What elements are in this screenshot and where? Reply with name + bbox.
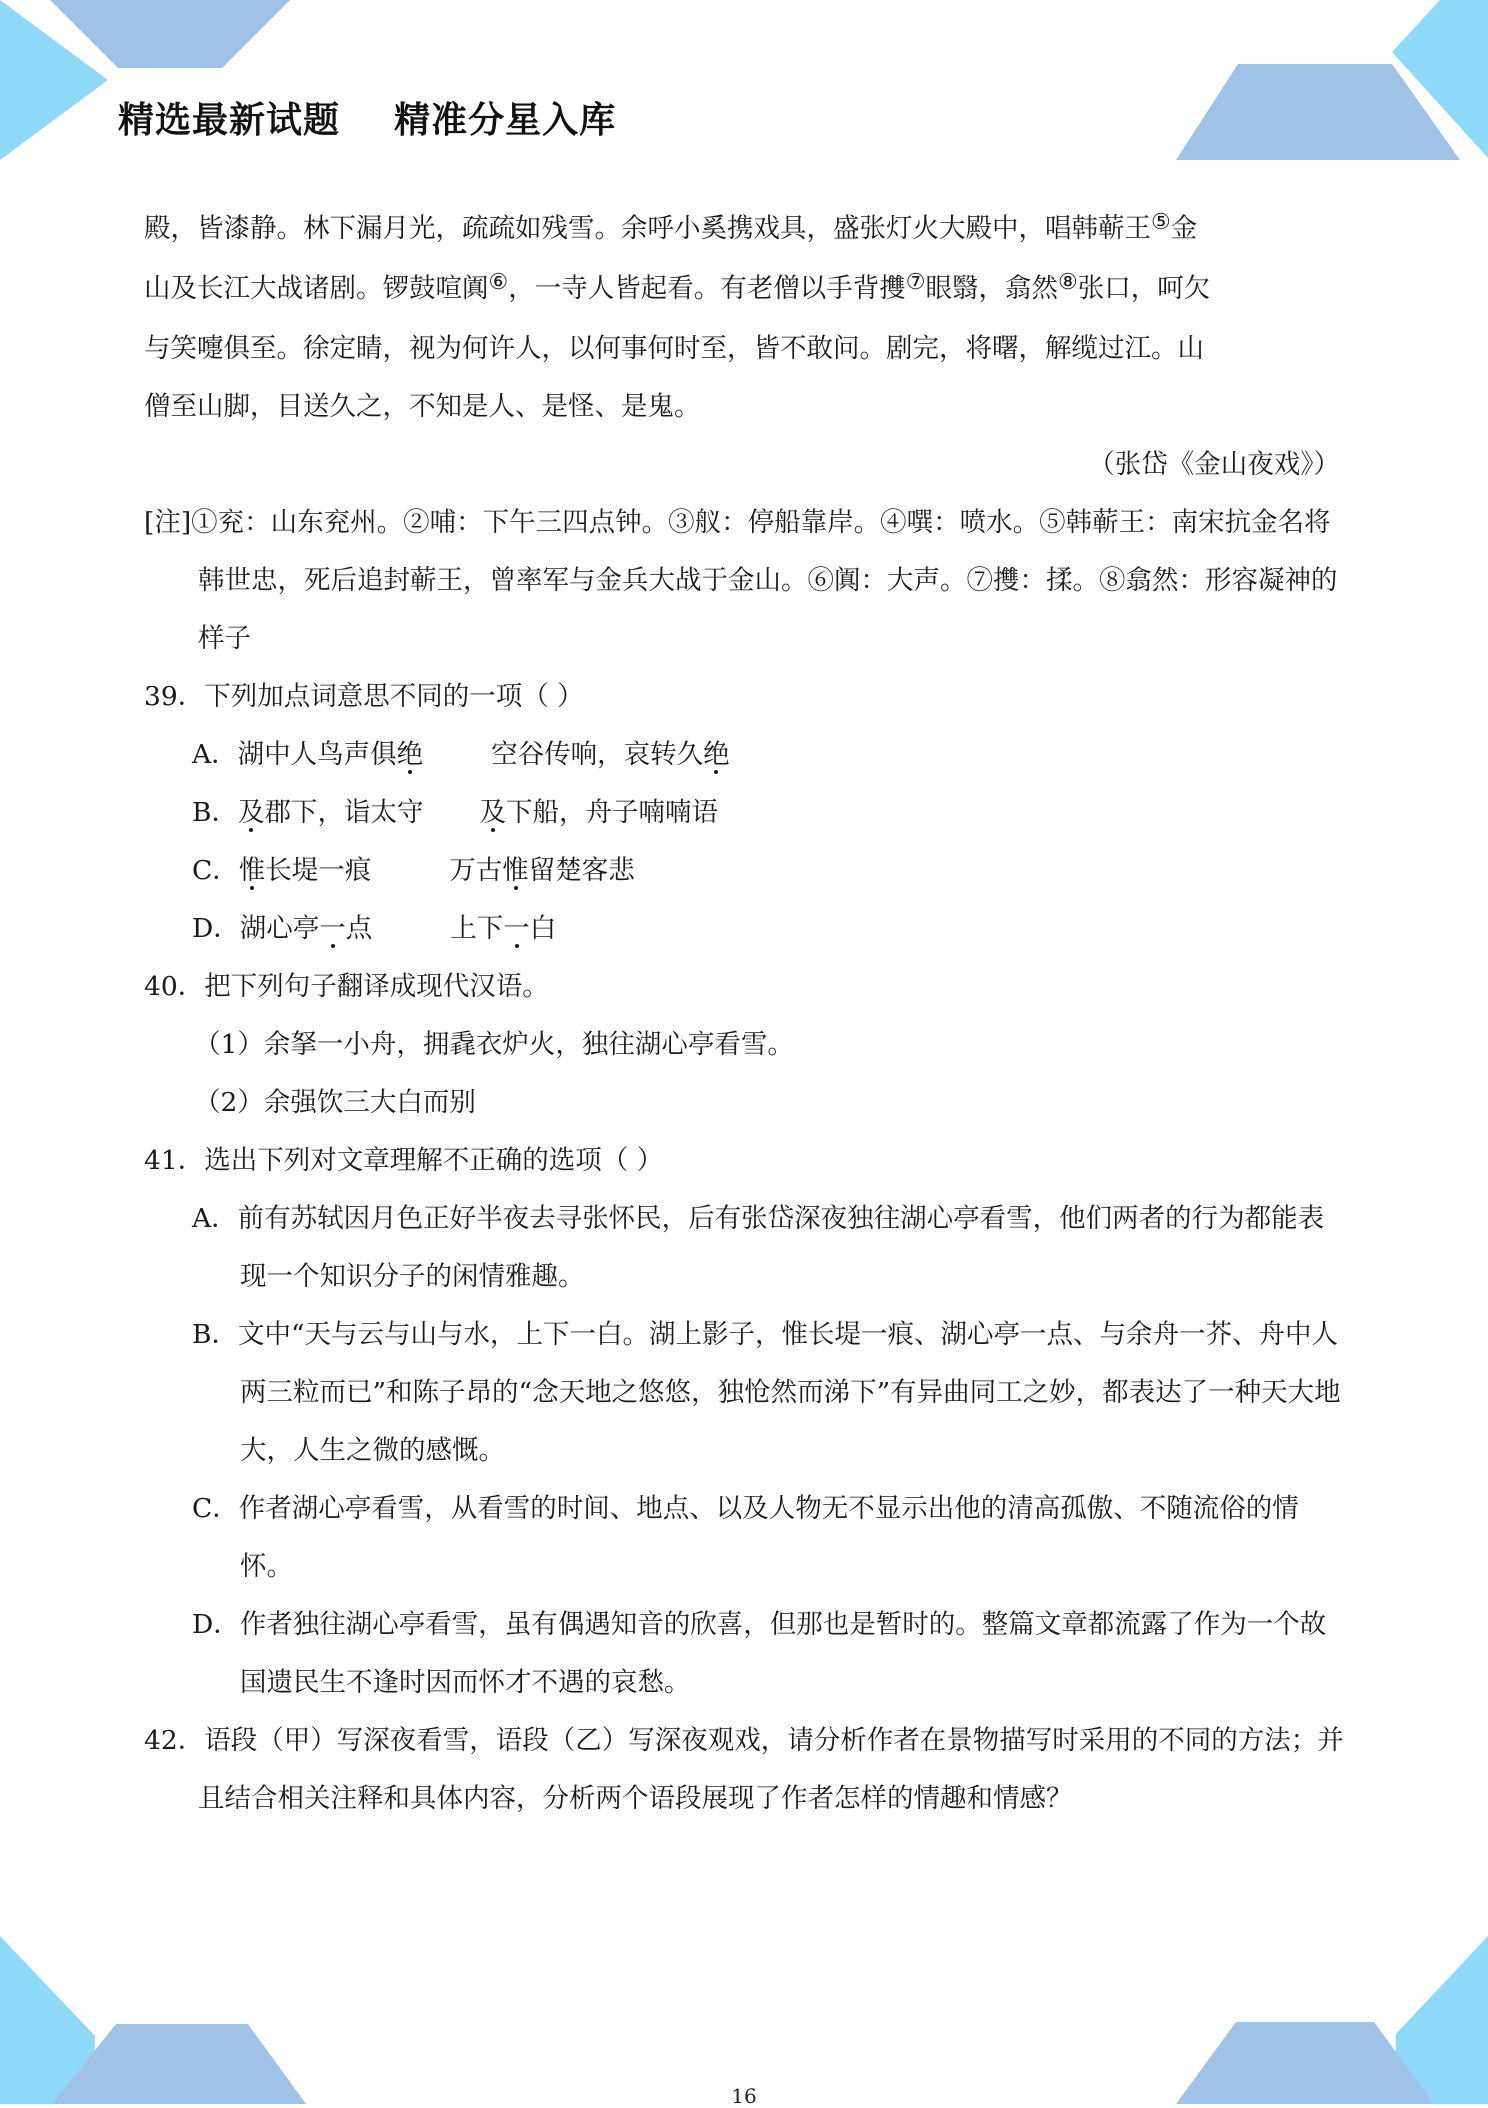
passage-line: 僧至山脚，目送久之，不知是人、是怪、是鬼。: [144, 391, 701, 422]
question-option: D．作者独往湖心亭看雪，虽有偶遇知音的欣喜，但那也是暂时的。整篇文章都流露了作为一个故国遗民生不逢时因而怀才不遇的哀愁。: [192, 1609, 1327, 1698]
question-stem: 41．选出下列对文章理解不正确的选项（ ）: [144, 1145, 664, 1176]
translation-item: （2）余强饮三大白而别: [194, 1087, 476, 1118]
note-mark: ⑧: [1057, 270, 1078, 295]
passage-line: 殿，皆漆静。林下漏月光，疏疏如残雪。余呼小奚携戏具，盛张灯火大殿中，唱韩蕲王⑤金: [144, 210, 1198, 244]
passage-source: （张岱《金山夜戏》）: [1088, 449, 1340, 480]
corner-trapezoid-top-left: [50, 0, 290, 68]
question-40: [144, 958, 1344, 1132]
dotted-char: 惟: [502, 855, 529, 886]
dotted-char: 一: [503, 913, 530, 944]
dotted-char: 绝: [396, 739, 424, 770]
question-option: C．惟长堤一痕 万古惟留楚客悲: [192, 855, 635, 886]
question-stem: 39．下列加点词意思不同的一项（ ）: [144, 681, 584, 712]
question-option: B．及郡下，诣太守 及下船，舟子喃喃语: [192, 797, 718, 828]
document-body: [144, 200, 1344, 1828]
question-stem: 42．语段（甲）写深夜看雪，语段（乙）写深夜观戏，请分析作者在景物描写时采用的不同的方法；并且结合相关注释和具体内容，分析两个语段展现了作者怎样的情趣和情感？: [144, 1725, 1344, 1814]
page-number: 16: [731, 2084, 757, 2108]
dotted-char: 及: [479, 797, 506, 828]
passage: [144, 200, 1344, 494]
note-mark: ⑦: [905, 270, 926, 295]
question-stem: 40．把下列句子翻译成现代汉语。: [144, 971, 549, 1002]
passage-line: 与笑嚏俱至。徐定睛，视为何许人，以何事何时至，皆不敢问。剧完，将曙，解缆过江。山: [144, 333, 1204, 364]
question-option: A．前有苏轼因月色正好半夜去寻张怀民，后有张岱深夜独往湖心亭看雪，他们两者的行为都能表现一个知识分子的闲情雅趣。: [192, 1203, 1325, 1292]
passage-line: 山及长江大战诸剧。锣鼓喧阗⑥，一寺人皆起看。有老僧以手背㩳⑦眼翳，翕然⑧张口，呵欠: [144, 270, 1211, 304]
question-option: A．湖中人鸟声俱绝 空谷传响，哀转久绝: [192, 739, 730, 770]
question-39: [144, 668, 1344, 958]
dotted-char: 及: [237, 797, 265, 828]
question-option: B．文中“天与云与山与水，上下一白。湖上影子，惟长堤一痕、湖心亭一点、与余舟一芥、舟中人两三粒而已”和陈子昂的“念天地之悠悠，独怆然而涕下”有异曲同工之妙，都表达了一种天大地大，人生之微的感慨。: [192, 1319, 1341, 1466]
note-mark: ⑤: [1151, 210, 1171, 235]
question-42: [144, 1712, 1344, 1828]
question-option: D．湖心亭一点 上下一白: [192, 913, 557, 944]
translation-item: （1）余拏一小舟，拥毳衣炉火，独往湖心亭看雪。: [194, 1029, 794, 1060]
annotation-notes: [注]①兖：山东兖州。②哺：下午三四点钟。③舣：停船靠岸。④噀：喷水。⑤韩蕲王：南宋抗金名将韩世忠，死后追封蕲王，曾率军与金兵大战于金山。⑥阗：大声。⑦㩳：揉。⑧翕然：形容凝神的样子: [144, 507, 1338, 654]
dotted-char: 一: [319, 913, 346, 944]
dotted-char: 绝: [703, 739, 730, 770]
dotted-char: 惟: [238, 855, 266, 886]
note-mark: ⑥: [488, 270, 509, 295]
header-title: 精选最新试题 精准分星入库: [118, 100, 617, 141]
question-option: C．作者湖心亭看雪，从看雪的时间、地点、以及人物无不显示出他的清高孤傲、不随流俗的情怀。: [192, 1493, 1299, 1582]
question-41: [144, 1132, 1344, 1712]
